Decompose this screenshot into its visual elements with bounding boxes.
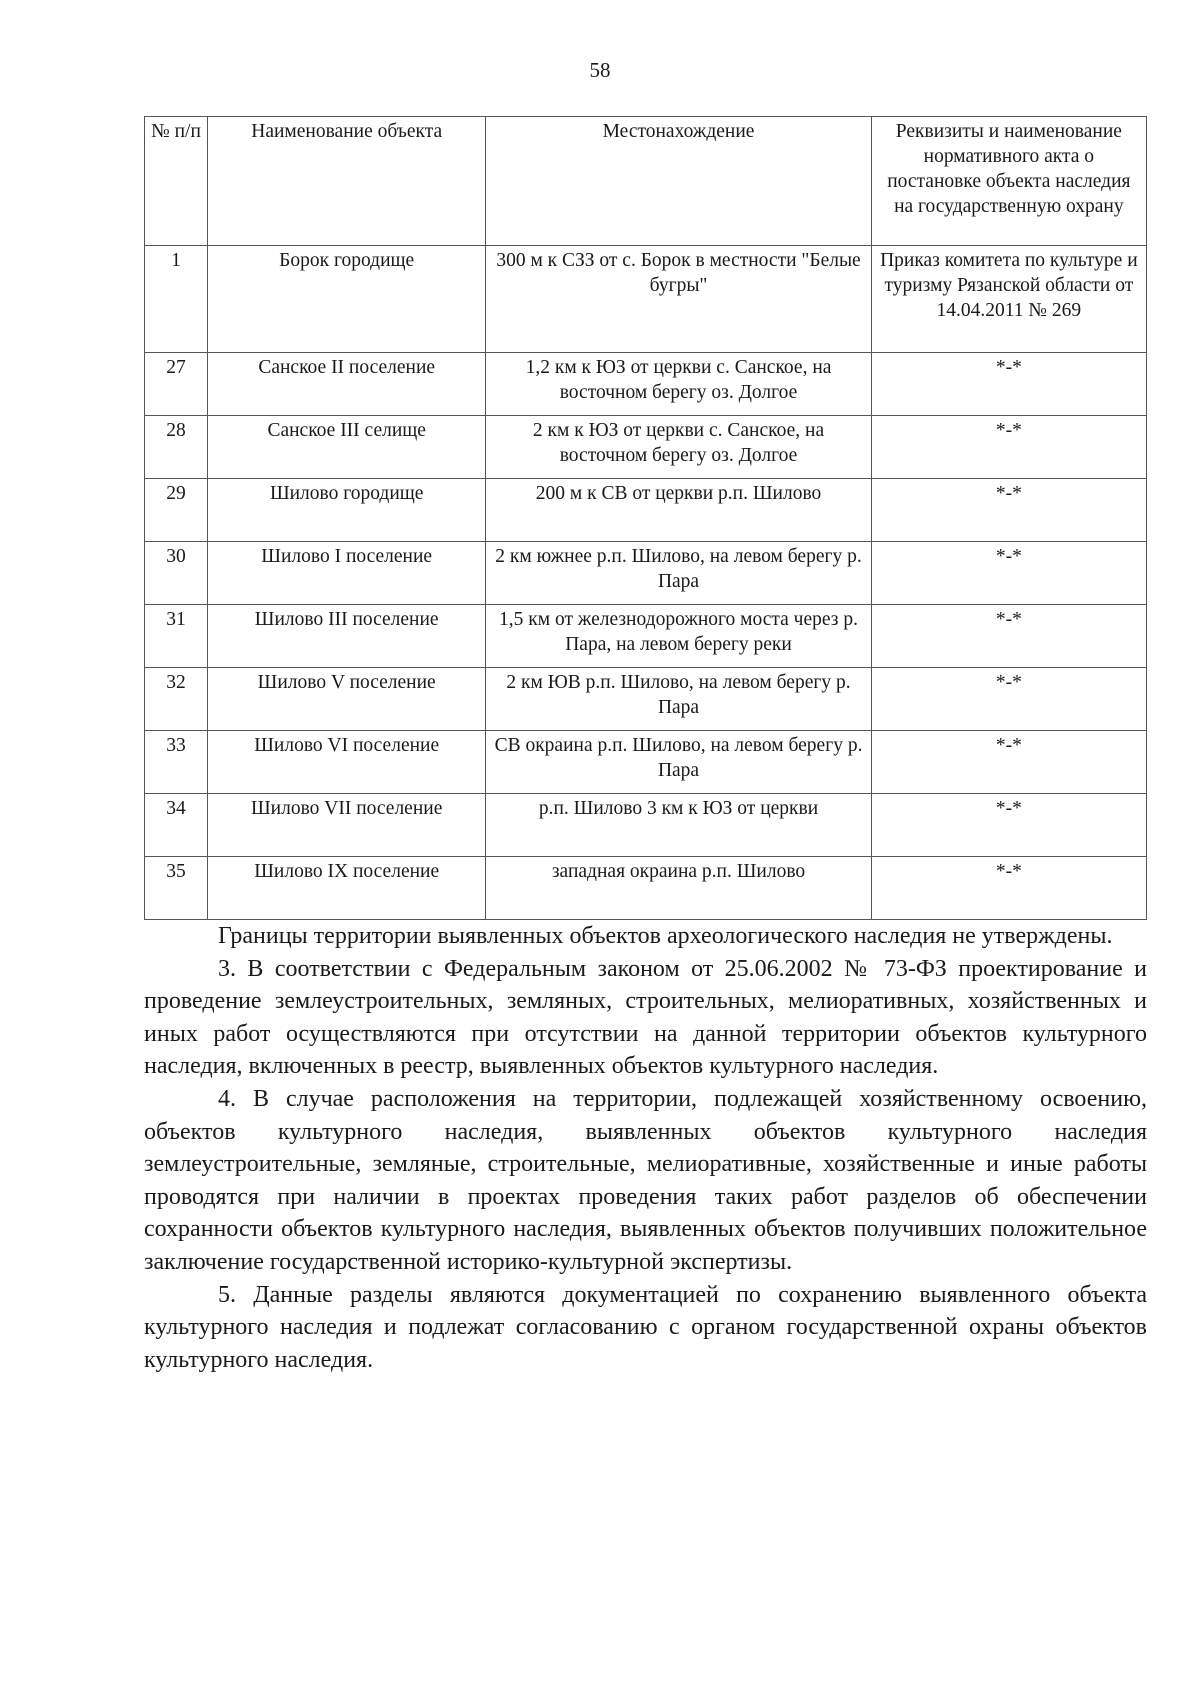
cell-object-name: Шилово VI поселение [208, 731, 486, 794]
cell-normative-act: *-* [871, 416, 1146, 479]
table-row [145, 246, 1147, 353]
header-number: № п/п [145, 117, 208, 246]
cell-location: р.п. Шилово 3 км к ЮЗ от церкви [486, 794, 871, 857]
cell-location: 1,5 км от железнодорожного моста через р. Пара, на левом берегу реки [486, 605, 871, 668]
cell-number: 29 [145, 479, 208, 542]
header-normative-act: Реквизиты и наименование нормативного акта о постановке объекта наследия на государственную охрану [871, 117, 1146, 246]
cell-object-name: Шилово V поселение [208, 668, 486, 731]
cell-object-name: Шилово VII поселение [208, 794, 486, 857]
table-row [145, 605, 1147, 668]
cell-normative-act: Приказ комитета по культуре и туризму Рязанской области от 14.04.2011 № 269 [871, 246, 1146, 353]
cell-normative-act: *-* [871, 605, 1146, 668]
cell-object-name: Борок городище [208, 246, 486, 353]
paragraph-item-3: 3. В соответствии с Федеральным законом от 25.06.2002 № 73-ФЗ проектирование и проведение землеустроительных, земляных, строительных, мелиоративных, хозяйственных и иных работ осуществляются при отсутствии на данной территории объектов культурного наследия, включенных в реестр, выявленных объектов культурного наследия. [144, 955, 1147, 1080]
header-location: Местонахождение [486, 117, 871, 246]
cell-normative-act: *-* [871, 731, 1146, 794]
document-body [144, 920, 1147, 1376]
cell-location: 200 м к СВ от церкви р.п. Шилово [486, 479, 871, 542]
cell-location: 2 км ЮВ р.п. Шилово, на левом берегу р. Пара [486, 668, 871, 731]
header-object-name: Наименование объекта [208, 117, 486, 246]
table-row [145, 479, 1147, 542]
cell-number: 28 [145, 416, 208, 479]
cell-location: 2 км к ЮЗ от церкви с. Санское, на восточном берегу оз. Долгое [486, 416, 871, 479]
cell-number: 34 [145, 794, 208, 857]
cell-normative-act: *-* [871, 857, 1146, 920]
cell-location: 300 м к СЗЗ от с. Борок в местности "Белые бугры" [486, 246, 871, 353]
heritage-objects-table [144, 116, 1147, 920]
cell-object-name: Шилово городище [208, 479, 486, 542]
paragraph-item-4: 4. В случае расположения на территории, подлежащей хозяйственному освоению, объектов культурного наследия, выявленных объектов культурного наследия землеустроительные, земляные, строительные, мелиоративные, хозяйственные и иные работы проводятся при наличии в проектах проведения таких работ разделов об обеспечении сохранности объектов культурного наследия, выявленных объектов получивших положительное заключение государственной историко-культурной экспертизы. [144, 1085, 1147, 1275]
cell-number: 31 [145, 605, 208, 668]
table-row [145, 416, 1147, 479]
table-row [145, 857, 1147, 920]
cell-object-name: Шилово IX поселение [208, 857, 486, 920]
paragraph-item-5: 5. Данные разделы являются документацией по сохранению выявленного объекта культурного наследия и подлежат согласованию с органом государственной охраны объектов культурного наследия. [144, 1281, 1147, 1373]
cell-number: 32 [145, 668, 208, 731]
cell-number: 35 [145, 857, 208, 920]
table-row [145, 542, 1147, 605]
cell-normative-act: *-* [871, 479, 1146, 542]
cell-object-name: Шилово III поселение [208, 605, 486, 668]
cell-object-name: Санское II поселение [208, 353, 486, 416]
cell-normative-act: *-* [871, 353, 1146, 416]
cell-location: 2 км южнее р.п. Шилово, на левом берегу р. Пара [486, 542, 871, 605]
cell-number: 30 [145, 542, 208, 605]
cell-location: СВ окраина р.п. Шилово, на левом берегу р. Пара [486, 731, 871, 794]
table-row [145, 668, 1147, 731]
table-row [145, 731, 1147, 794]
cell-normative-act: *-* [871, 794, 1146, 857]
cell-number: 1 [145, 246, 208, 353]
table-header-row [145, 117, 1147, 246]
cell-location: 1,2 км к ЮЗ от церкви с. Санское, на восточном берегу оз. Долгое [486, 353, 871, 416]
page-number: 58 [589, 58, 611, 82]
cell-object-name: Шилово I поселение [208, 542, 486, 605]
cell-number: 27 [145, 353, 208, 416]
table-row [145, 794, 1147, 857]
paragraph-boundaries: Границы территории выявленных объектов археологического наследия не утверждены. [218, 923, 1113, 949]
cell-normative-act: *-* [871, 542, 1146, 605]
table-row [145, 353, 1147, 416]
cell-location: западная окраина р.п. Шилово [486, 857, 871, 920]
cell-number: 33 [145, 731, 208, 794]
cell-object-name: Санское III селище [208, 416, 486, 479]
cell-normative-act: *-* [871, 668, 1146, 731]
